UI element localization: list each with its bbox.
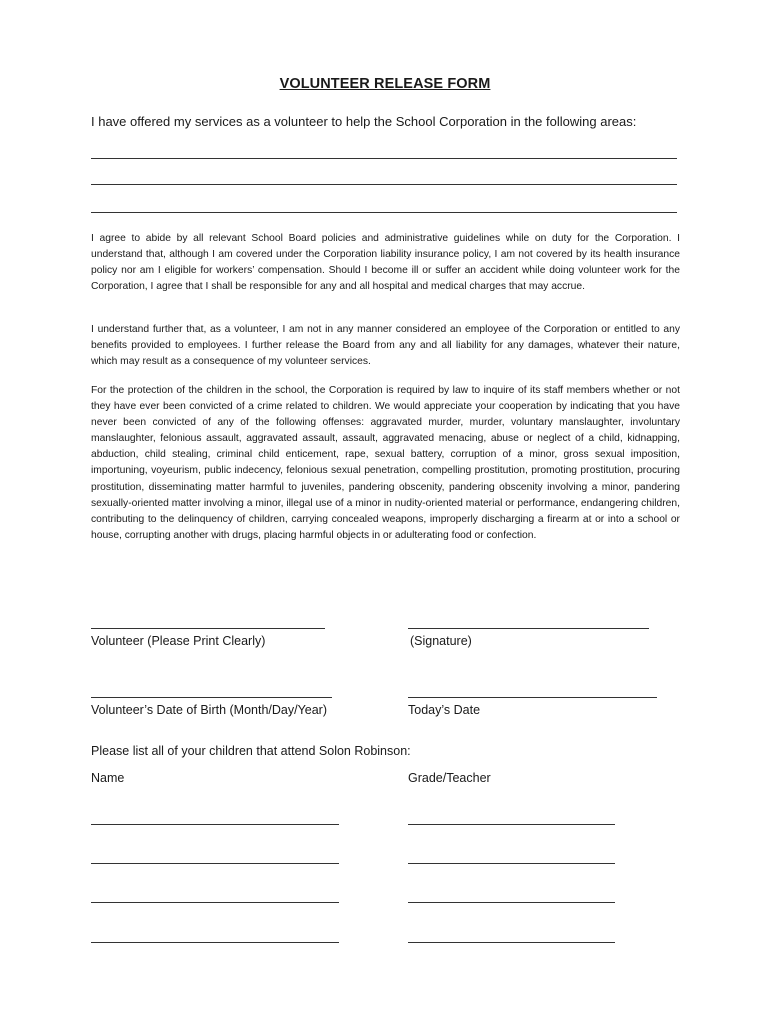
service-area-line-3[interactable]: [91, 212, 677, 213]
intro-text: I have offered my services as a volunteer to help the School Corporation in the following areas:: [91, 114, 637, 129]
form-title: VOLUNTEER RELEASE FORM: [279, 76, 491, 92]
policy-agreement-paragraph: I agree to abide by all relevant School Board policies and administrative guidelines while on duty for the Corporation. I understand that, although I am covered under the Corporation liability insurance policy, I am not covered by its health insurance policy nor am I eligible for workers’ compensation. Should I become ill or suffer an accident while doing volunteer work for the Corporation, I agree that I shall be responsible for any and all hospital and medical charges that may accrue.: [91, 233, 680, 293]
child-name-line-1[interactable]: [91, 824, 339, 825]
child-grade-line-2[interactable]: [408, 863, 615, 864]
child-grade-line-4[interactable]: [408, 942, 615, 943]
liability-release-paragraph: I understand further that, as a volunteer, I am not in any manner considered an employee of the Corporation or entitled to any benefits provided to employees. I further release the Board from any and all liability for any damages, whatever their nature, which may result as a consequence of my volunteer services.: [91, 324, 680, 368]
volunteer-name-label: Volunteer (Please Print Clearly): [91, 634, 266, 648]
child-name-line-2[interactable]: [91, 863, 339, 864]
signature-label: (Signature): [410, 634, 472, 648]
volunteer-name-line[interactable]: [91, 628, 325, 629]
children-prompt: Please list all of your children that attend Solon Robinson:: [91, 744, 411, 758]
signature-line[interactable]: [408, 628, 649, 629]
child-name-header: Name: [91, 771, 125, 785]
service-area-line-1[interactable]: [91, 158, 677, 159]
offenses-paragraph: For the protection of the children in the school, the Corporation is required by law to inquire of its staff members whether or not they have ever been convicted of a crime related to children. We would appreciate your cooperation by indicating that you have never been convicted of any of the following offenses: aggravated murder, murder, voluntary manslaughter, involuntary manslaughter, felonious assault, aggravated assault, assault, aggravated menacing, abuse or neglect of a child, kidnapping, abduction, child stealing, criminal child enticement, rape, sexual battery, corruption of a minor, gross sexual imposition, importuning, voyeurism, public indecency, felonious sexual penetration, compelling prostitution, promoting prostitution, procuring prostitution, disseminating matter harmful to juveniles, pandering obscenity, pandering obscenity involving a minor, pandering sexually-oriented matter involving a minor, illegal use of a minor in nudity-oriented material or performance, endangering children, contributing to the delinquency of children, carrying concealed weapons, improperly discharging a firearm at or into a school or house, corrupting another with drugs, placing harmful objects in or adulterating food or confection.: [91, 385, 680, 541]
date-of-birth-label: Volunteer’s Date of Birth (Month/Day/Year): [91, 703, 328, 717]
date-of-birth-line[interactable]: [91, 697, 332, 698]
child-grade-line-1[interactable]: [408, 824, 615, 825]
todays-date-label: Today’s Date: [408, 703, 481, 717]
todays-date-line[interactable]: [408, 697, 657, 698]
child-name-line-4[interactable]: [91, 942, 339, 943]
grade-teacher-header: Grade/Teacher: [408, 771, 491, 785]
service-area-line-2[interactable]: [91, 184, 677, 185]
child-grade-line-3[interactable]: [408, 902, 615, 903]
child-name-line-3[interactable]: [91, 902, 339, 903]
